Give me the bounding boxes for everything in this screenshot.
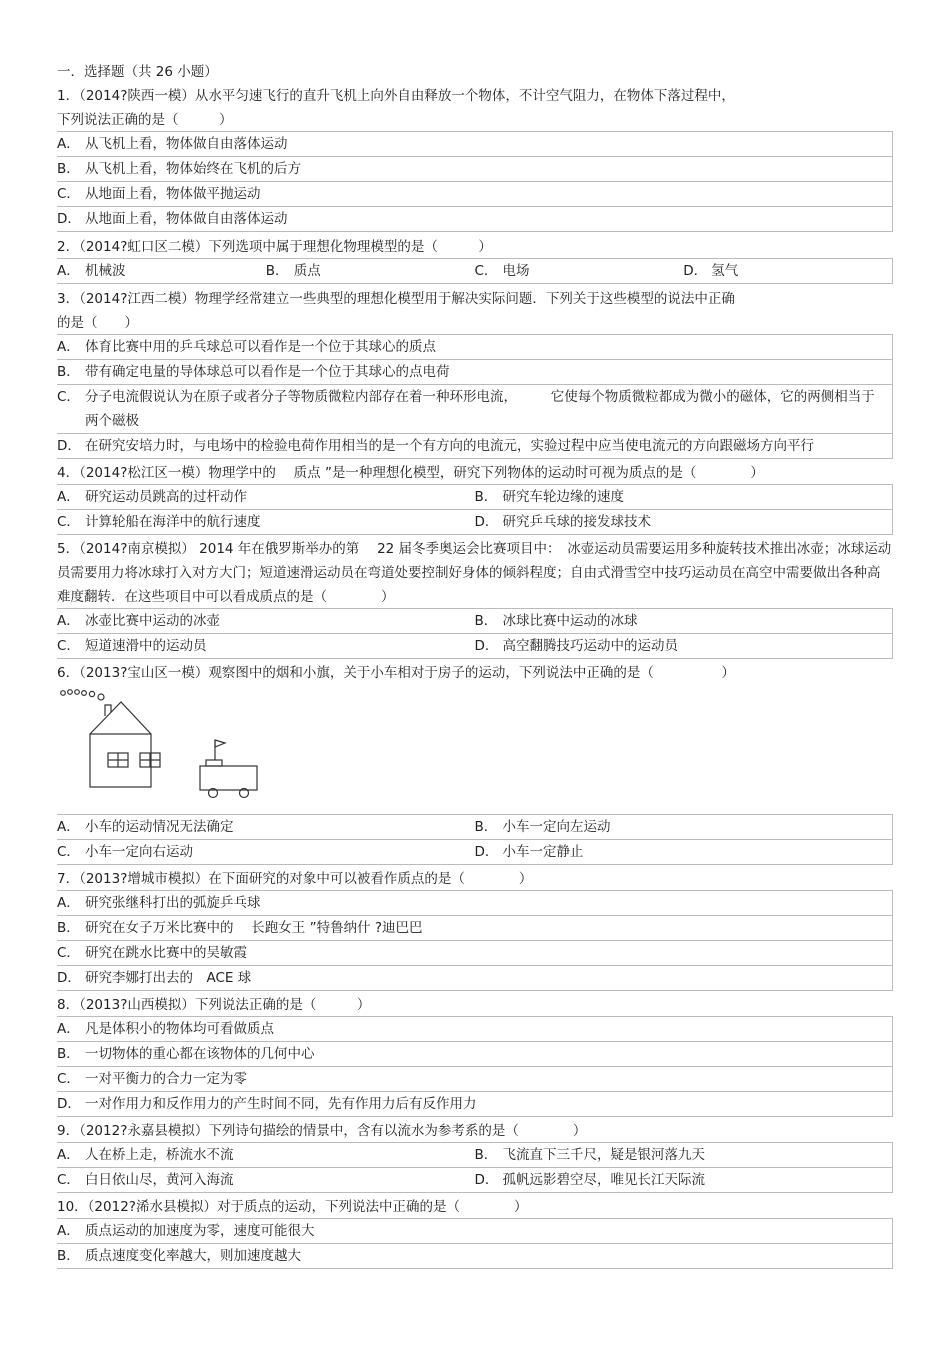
smoke-puff (82, 691, 87, 696)
smoke-puff (89, 691, 94, 696)
option-key: D． (57, 438, 81, 454)
option-key: D． (57, 211, 81, 227)
option-text: 从地面上看，物体做自由落体运动 (85, 211, 288, 227)
option-key: A． (57, 339, 80, 355)
option-key: D． (57, 970, 81, 986)
option-row (57, 509, 893, 535)
question-stem: 6．（2013?宝山区一模）观察图中的烟和小旗，关于小车相对于房子的运动，下列说法中正确的是（ ） (57, 665, 735, 681)
option-row (57, 258, 893, 284)
option-row (57, 1016, 893, 1042)
option-key: B． (57, 1046, 80, 1062)
roof (90, 702, 151, 734)
option-text: 研究在跳水比赛中的吴敏霞 (85, 945, 247, 961)
option-text: 氢气 (711, 263, 739, 279)
option-row (57, 965, 893, 991)
option-key: C． (57, 1071, 80, 1087)
option-key: C． (57, 514, 80, 530)
option-key: D． (57, 1096, 81, 1112)
option-key: A． (57, 263, 80, 279)
option-key: C． (474, 263, 498, 279)
question-stem-cont: 下列说法正确的是（ ） (57, 112, 233, 128)
option-text: 小车的运动情况无法确定 (85, 819, 234, 835)
option-row (57, 131, 893, 157)
option-key: A． (57, 613, 80, 629)
option-key: B． (57, 161, 80, 177)
option-row (57, 1041, 893, 1067)
option-row (57, 1167, 893, 1193)
house-cart-drawing (57, 685, 277, 815)
exam-page (57, 60, 893, 1269)
option-key: A． (57, 895, 80, 911)
smoke-puff (75, 690, 80, 695)
option-text: 机械波 (85, 263, 126, 279)
option-text: 研究张继科打出的弧旋乒乓球 (85, 895, 261, 911)
option-text: 研究乒乓球的接发球技术 (502, 514, 651, 530)
option-key: D． (683, 263, 708, 279)
smoke-puff (68, 690, 73, 695)
option-row (57, 839, 893, 865)
option-text: 在研究安培力时，与电场中的检验电荷作用相当的是一个有方向的电流元，实验过程中应当使电流元的方向跟磁场方向平行 (85, 438, 814, 454)
option-text: 人在桥上走，桥流水不流 (85, 1147, 234, 1163)
question-stem: 3．（2014?江西二模）物理学经常建立一些典型的理想化模型用于解决实际问题．下列关于这些模型的说法中正确 (57, 291, 735, 307)
option-key: B． (474, 489, 498, 505)
option-key: C． (57, 844, 80, 860)
house-and-cart-figure (57, 685, 893, 815)
option-key: B． (57, 920, 80, 936)
option-key: D． (474, 1172, 499, 1188)
option-key: C． (57, 945, 80, 961)
option-text: 电场 (502, 263, 530, 279)
option-key: A． (57, 489, 80, 505)
option-text: 飞流直下三千尺，疑是银河落九天 (502, 1147, 705, 1163)
option-row (57, 915, 893, 941)
option-key: B． (57, 1248, 80, 1264)
option-text: 从飞机上看，物体始终在飞机的后方 (85, 161, 301, 177)
option-text: 白日依山尽，黄河入海流 (85, 1172, 234, 1188)
option-row (57, 1091, 893, 1117)
option-text: 孤帆远影碧空尽，唯见长江天际流 (502, 1172, 705, 1188)
option-text: 凡是体积小的物体均可看做质点 (85, 1021, 274, 1037)
option-key: B． (474, 613, 498, 629)
option-row (57, 1142, 893, 1168)
question-stem: 1．（2014?陕西一模）从水平匀速飞行的直升飞机上向外自由释放一个物体，不计空气阻力，在物体下落过程中， (57, 88, 735, 104)
option-text: 计算轮船在海洋中的航行速度 (85, 514, 261, 530)
option-row (57, 433, 893, 459)
option-text: 带有确定电量的导体球总可以看作是一个位于其球心的点电荷 (85, 364, 450, 380)
question-stem: 10．（2012?浠水县模拟）对于质点的运动，下列说法中正确的是（ ） (57, 1199, 528, 1215)
option-row (57, 633, 893, 659)
question-stem: 2．（2014?虹口区二模）下列选项中属于理想化物理模型的是（ ） (57, 239, 492, 255)
option-row (57, 890, 893, 916)
option-text: 分子电流假说认为在原子或者分子等物质微粒内部存在着一种环形电流， 它使每个物质微粒都成为微小的磁体，它的两侧相当于两个磁极 (85, 389, 875, 429)
flag (215, 740, 225, 747)
option-text: 一对作用力和反作用力的产生时间不同，先有作用力后有反作用力 (85, 1096, 477, 1112)
option-row (57, 181, 893, 207)
option-text: 研究运动员跳高的过杆动作 (85, 489, 247, 505)
option-key: A． (57, 1021, 80, 1037)
option-row (57, 206, 893, 232)
option-text: 研究车轮边缘的速度 (502, 489, 624, 505)
option-row (57, 814, 893, 840)
option-text: 一切物体的重心都在该物体的几何中心 (85, 1046, 315, 1062)
chimney (105, 705, 111, 716)
option-text: 质点运动的加速度为零，速度可能很大 (85, 1223, 315, 1239)
option-key: A． (57, 819, 80, 835)
question-stem: 9．（2012?永嘉县模拟）下列诗句描绘的情景中，含有以流水为参考系的是（ ） (57, 1123, 587, 1139)
option-key: C． (57, 389, 80, 405)
option-key: C． (57, 1172, 80, 1188)
option-text: 质点速度变化率越大，则加速度越大 (85, 1248, 301, 1264)
option-key: D． (474, 638, 499, 654)
option-text: 研究李娜打出去的 ACE 球 (85, 970, 252, 986)
option-text: 一对平衡力的合力一定为零 (85, 1071, 247, 1087)
option-key: D． (474, 844, 499, 860)
option-row (57, 359, 893, 385)
question-stem: 5．（2014?南京模拟） 2014 年在俄罗斯举办的第 22 届冬季奥运会比赛项目中： 冰壶运动员需要运用多种旋转技术推出冰壶；冰球运动员需要用力将冰球打入对方大门；短道速滑运动员在弯道处要控制好身体的倾斜程度；自由式滑雪空中技巧运动员在高空中需要做出各种高难度翻转．在这些项目中可以看成质点的是（ ） (57, 541, 892, 605)
option-text: 小车一定静止 (502, 844, 584, 860)
smoke-puff (98, 694, 104, 700)
option-text: 短道速滑中的运动员 (85, 638, 207, 654)
question-stem-cont: 的是（ ） (57, 315, 138, 331)
option-text: 研究在女子万米比赛中的 长跑女王 ”特鲁纳什 ?迪巴巴 (85, 920, 423, 936)
section-title: 一．选择题（共 26 小题） (57, 64, 218, 80)
option-text: 从地面上看，物体做平抛运动 (85, 186, 261, 202)
option-text: 体育比赛中用的乒乓球总可以看作是一个位于其球心的质点 (85, 339, 436, 355)
option-key: A． (57, 1147, 80, 1163)
option-key: B． (57, 364, 80, 380)
option-text: 质点 (293, 263, 321, 279)
option-row (57, 334, 893, 360)
question-stem: 4．（2014?松江区一模）物理学中的 质点 ”是一种理想化模型，研究下列物体的运动时可视为质点的是（ ） (57, 465, 764, 481)
option-text: 小车一定向右运动 (85, 844, 193, 860)
question-stem: 8．（2013?山西模拟）下列说法正确的是（ ） (57, 997, 371, 1013)
cart-top (206, 760, 222, 766)
option-text: 从飞机上看，物体做自由落体运动 (85, 136, 288, 152)
option-key: C． (57, 638, 80, 654)
option-key: C． (57, 186, 80, 202)
option-row (57, 384, 893, 434)
option-key: B． (265, 263, 289, 279)
option-text: 冰球比赛中运动的冰球 (502, 613, 638, 629)
question-stem: 7．（2013?增城市模拟）在下面研究的对象中可以被看作质点的是（ ） (57, 871, 533, 887)
option-key: A． (57, 1223, 80, 1239)
option-key: A． (57, 136, 80, 152)
option-row (57, 608, 893, 634)
cart-body (200, 766, 257, 790)
smoke-puff (61, 691, 66, 696)
option-row (57, 156, 893, 182)
option-text: 高空翻腾技巧运动中的运动员 (502, 638, 678, 654)
option-key: D． (474, 514, 499, 530)
option-row (57, 484, 893, 510)
option-row (57, 940, 893, 966)
option-key: B． (474, 1147, 498, 1163)
option-row (57, 1243, 893, 1269)
option-text: 小车一定向左运动 (502, 819, 611, 835)
option-key: B． (474, 819, 498, 835)
option-row (57, 1218, 893, 1244)
option-row (57, 1066, 893, 1092)
option-text: 冰壶比赛中运动的冰壶 (85, 613, 220, 629)
